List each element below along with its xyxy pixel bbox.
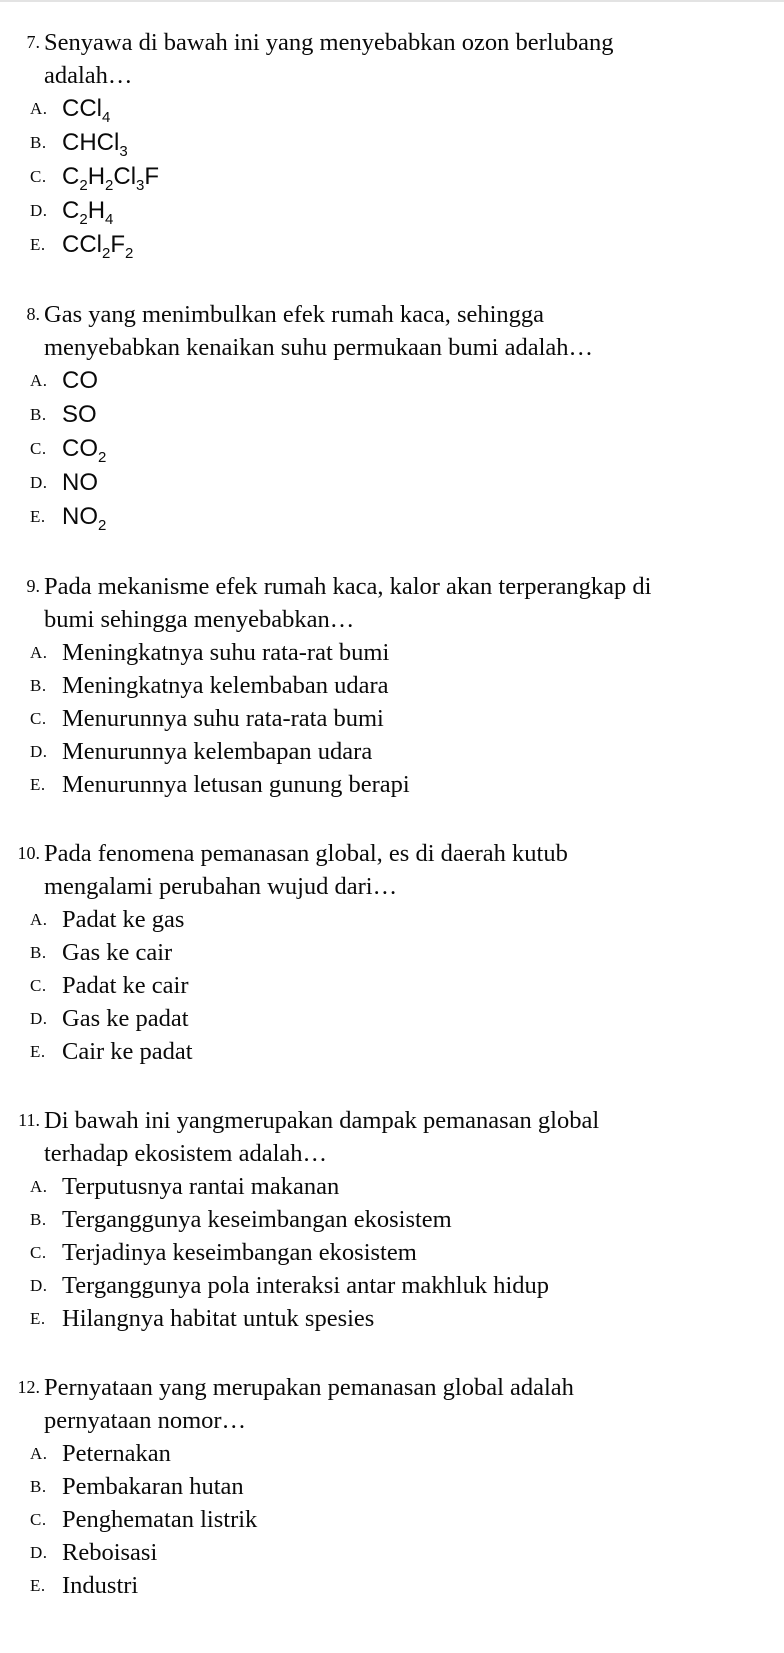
option-letter: A. — [30, 1444, 48, 1463]
chemical-formula: CHCl$_3$ — [62, 129, 128, 160]
option-text: Gas ke cair — [62, 939, 173, 966]
question-number: 10. — [17, 843, 40, 863]
question-line: Pernyataan yang merupakan pemanasan global adalah — [44, 1374, 574, 1401]
option-letter: D. — [30, 1276, 48, 1295]
option-b[interactable] — [0, 669, 784, 702]
option-letter: A. — [30, 99, 48, 118]
chemical-formula: SO — [62, 401, 97, 428]
chemical-formula: $CO_2$ — [62, 435, 107, 466]
option-letter: B. — [30, 1477, 47, 1496]
question-line: Di bawah ini yangmerupakan dampak pemanasan global — [44, 1107, 600, 1134]
option-letter: D. — [30, 1543, 48, 1562]
question-12 — [0, 1371, 784, 1602]
option-letter: E. — [30, 507, 46, 526]
option-e[interactable] — [0, 768, 784, 801]
option-letter: A. — [30, 910, 48, 929]
option-b[interactable] — [0, 398, 784, 432]
option-letter: A. — [30, 643, 48, 662]
option-text: Padat ke gas — [62, 906, 185, 933]
option-letter: A. — [30, 1177, 48, 1196]
chemical-formula: $NO_2$ — [62, 503, 107, 534]
question-9 — [0, 570, 784, 801]
option-list — [0, 92, 784, 262]
option-text: Padat ke cair — [62, 972, 189, 999]
option-b[interactable] — [0, 126, 784, 160]
option-text: Menurunnya kelembapan udara — [62, 738, 373, 765]
option-d[interactable] — [0, 735, 784, 768]
option-text: Penghematan listrik — [62, 1506, 258, 1533]
question-text — [0, 837, 784, 903]
option-letter: B. — [30, 133, 47, 152]
option-e[interactable] — [0, 1035, 784, 1068]
question-text — [0, 26, 784, 92]
question-number: 9. — [26, 576, 40, 596]
option-c[interactable] — [0, 432, 784, 466]
option-letter: D. — [30, 742, 48, 761]
option-d[interactable] — [0, 194, 784, 228]
question-text — [0, 570, 784, 636]
option-text: Hilangnya habitat untuk spesies — [62, 1305, 375, 1332]
option-c[interactable] — [0, 969, 784, 1002]
option-letter: E. — [30, 775, 46, 794]
option-e[interactable] — [0, 1302, 784, 1335]
option-letter: E. — [30, 235, 46, 254]
option-text: Cair ke padat — [62, 1038, 193, 1065]
option-letter: C. — [30, 976, 47, 995]
option-letter: C. — [30, 1510, 47, 1529]
option-letter: D. — [30, 1009, 48, 1028]
option-text: Gas ke padat — [62, 1005, 189, 1032]
question-10 — [0, 837, 784, 1068]
option-c[interactable] — [0, 1236, 784, 1269]
question-8 — [0, 298, 784, 534]
chemical-formula: $C_2H_4$ — [62, 197, 114, 228]
option-text: Terjadinya keseimbangan ekosistem — [62, 1239, 417, 1266]
chemical-formula: $C_2H_2Cl_3F$ — [62, 163, 160, 194]
option-text: Meningkatnya kelembaban udara — [62, 672, 389, 699]
chemical-formula: CO — [62, 367, 98, 394]
option-text: Meningkatnya suhu rata-rat bumi — [62, 639, 390, 666]
option-b[interactable] — [0, 1470, 784, 1503]
option-text: Peternakan — [62, 1440, 171, 1467]
option-text: Terputusnya rantai makanan — [62, 1173, 340, 1200]
option-letter: C. — [30, 439, 47, 458]
question-text — [0, 1104, 784, 1170]
question-line: bumi sehingga menyebabkan… — [44, 606, 355, 633]
option-list — [0, 1170, 784, 1335]
option-list — [0, 1437, 784, 1602]
question-sheet — [0, 26, 784, 1602]
question-number: 8. — [26, 304, 40, 324]
option-list — [0, 903, 784, 1068]
option-a[interactable] — [0, 364, 784, 398]
option-text: Terganggunya pola interaksi antar makhluk hidup — [62, 1272, 550, 1299]
question-line: menyebabkan kenaikan suhu permukaan bumi adalah… — [44, 334, 594, 361]
option-a[interactable] — [0, 1437, 784, 1470]
question-line: terhadap ekosistem adalah… — [44, 1140, 328, 1167]
question-11 — [0, 1104, 784, 1335]
question-line: Pada mekanisme efek rumah kaca, kalor akan terperangkap di — [44, 573, 652, 600]
option-a[interactable] — [0, 92, 784, 126]
option-d[interactable] — [0, 1536, 784, 1569]
option-e[interactable] — [0, 1569, 784, 1602]
chemical-formula: CCl$_4$ — [62, 95, 111, 126]
option-c[interactable] — [0, 702, 784, 735]
option-letter: B. — [30, 1210, 47, 1229]
question-number: 7. — [26, 32, 40, 52]
question-line: adalah… — [44, 62, 133, 89]
top-divider — [0, 0, 784, 2]
option-text: Menurunnya letusan gunung berapi — [62, 771, 410, 798]
question-text — [0, 298, 784, 364]
option-text: Terganggunya keseimbangan ekosistem — [62, 1206, 452, 1233]
option-letter: B. — [30, 943, 47, 962]
option-letter: E. — [30, 1576, 46, 1595]
option-a[interactable] — [0, 903, 784, 936]
option-b[interactable] — [0, 936, 784, 969]
option-letter: B. — [30, 676, 47, 695]
option-letter: C. — [30, 167, 47, 186]
question-line: Senyawa di bawah ini yang menyebabkan ozon berlubang — [44, 29, 614, 56]
option-d[interactable] — [0, 466, 784, 500]
option-a[interactable] — [0, 1170, 784, 1203]
chemical-formula: $CCl_2F_2$ — [62, 231, 134, 262]
option-letter: B. — [30, 405, 47, 424]
option-list — [0, 364, 784, 534]
option-c[interactable] — [0, 1503, 784, 1536]
question-line: pernyataan nomor… — [44, 1407, 247, 1434]
question-text — [0, 1371, 784, 1437]
question-line: Pada fenomena pemanasan global, es di daerah kutub — [44, 840, 568, 867]
option-letter: D. — [30, 473, 48, 492]
option-text: Reboisasi — [62, 1539, 158, 1566]
option-text: Pembakaran hutan — [62, 1473, 244, 1500]
option-text: Industri — [62, 1572, 139, 1599]
option-d[interactable] — [0, 1002, 784, 1035]
question-line: mengalami perubahan wujud dari… — [44, 873, 398, 900]
option-letter: A. — [30, 371, 48, 390]
option-e[interactable] — [0, 500, 784, 534]
question-7 — [0, 26, 784, 262]
option-b[interactable] — [0, 1203, 784, 1236]
option-letter: E. — [30, 1309, 46, 1328]
option-letter: D. — [30, 201, 48, 220]
option-list — [0, 636, 784, 801]
question-number: 12. — [17, 1377, 40, 1397]
option-c[interactable] — [0, 160, 784, 194]
question-number: 11. — [18, 1110, 40, 1130]
option-letter: C. — [30, 709, 47, 728]
option-e[interactable] — [0, 228, 784, 262]
question-line: Gas yang menimbulkan efek rumah kaca, sehingga — [44, 301, 545, 328]
option-d[interactable] — [0, 1269, 784, 1302]
chemical-formula: NO — [62, 469, 98, 496]
option-a[interactable] — [0, 636, 784, 669]
option-text: Menurunnya suhu rata-rata bumi — [62, 705, 384, 732]
option-letter: C. — [30, 1243, 47, 1262]
option-letter: E. — [30, 1042, 46, 1061]
